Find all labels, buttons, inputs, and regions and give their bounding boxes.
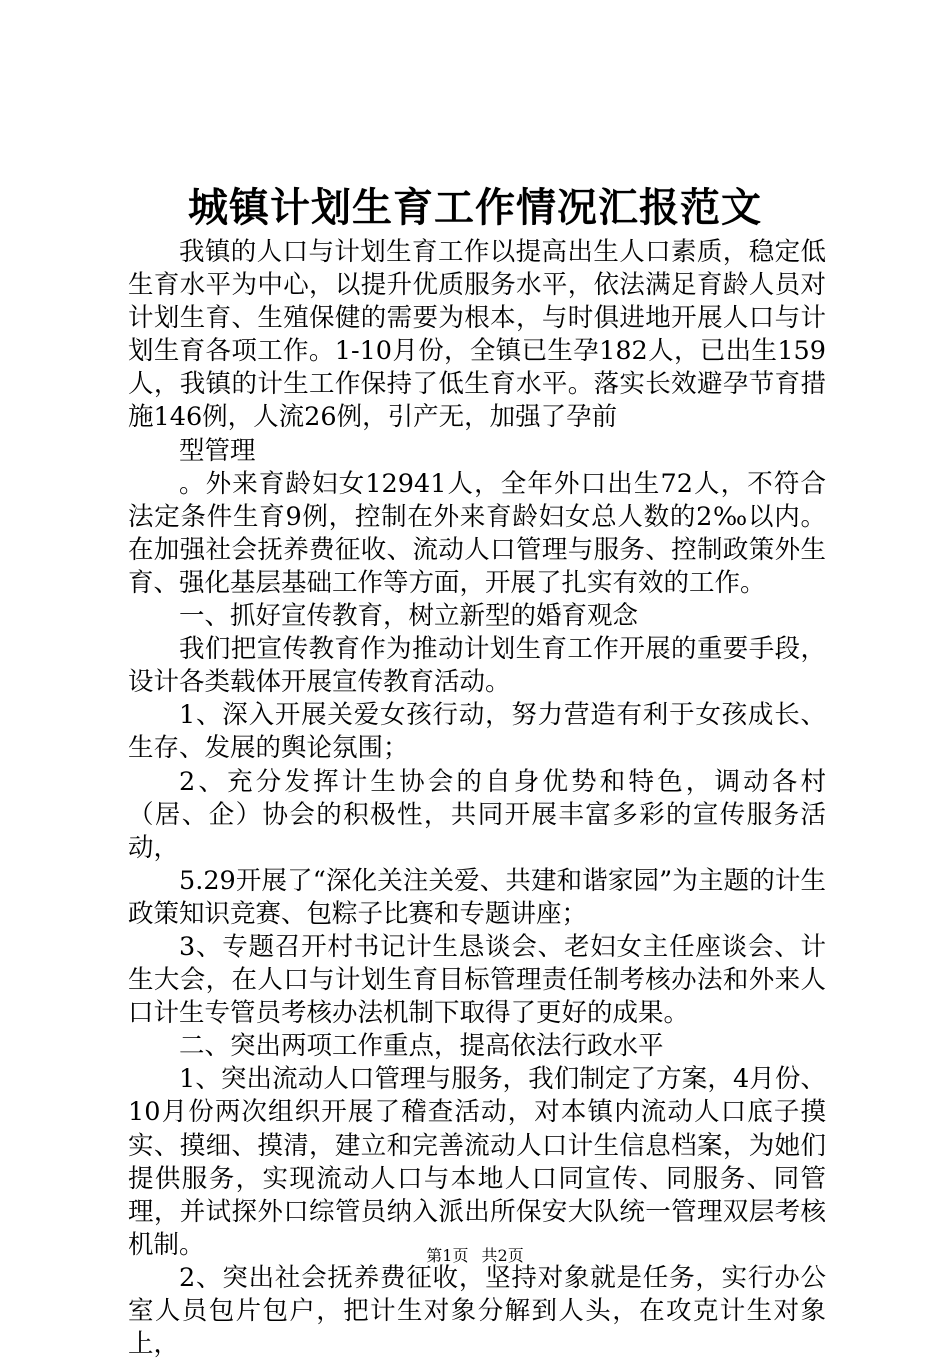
list-item-529: 5.29开展了“深化关注关爱、共建和谐家园”为主题的计生政策知识竞赛、包粽子比赛和专题讲座； [128, 865, 826, 929]
paragraph-publicity: 我们把宣传教育作为推动计划生育工作开展的重要手段，设计各类载体开展宣传教育活动。 [128, 634, 826, 698]
page-number: 第1页 [426, 1246, 469, 1265]
paragraph-intro: 我镇的人口与计划生育工作以提高出生人口素质，稳定低生育水平为中心，以提升优质服务水平，依法满足育龄人员对计划生育、生殖保健的需要为根本，与时俱进地开展人口与计划生育各项工作。1-10月份，全镇已生孕182人，已出生159人，我镇的计生工作保持了低生育水平。落实长效避孕节育措施146例，人流26例，引产无，加强了孕前 [128, 237, 826, 433]
section-heading-2: 二、突出两项工作重点，提高依法行政水平 [179, 1031, 664, 1062]
page-footer [0, 1245, 950, 1267]
section-heading-1: 一、抓好宣传教育，树立新型的婚育观念 [179, 601, 639, 632]
list-item-1: 1、深入开展关爱女孩行动，努力营造有利于女孩成长、生存、发展的舆论氛围； [128, 700, 826, 764]
list-item-2: 2、充分发挥计生协会的自身优势和特色，调动各村（居、企）协会的积极性，共同开展丰富多彩的宣传服务活动， [128, 766, 826, 863]
list-item-3: 3、专题召开村书记计生恳谈会、老妇女主任座谈会、计生大会，在人口与计划生育目标管理责任制考核办法和外来人口计生专管员考核办法机制下取得了更好的成果。 [128, 931, 826, 1029]
page-total: 共2页 [481, 1246, 524, 1265]
list-item-floating-population: 1、突出流动人口管理与服务，我们制定了方案，4月份、10月份两次组织开展了稽查活动，对本镇内流动人口底子摸实、摸细、摸清，建立和完善流动人口计生信息档案，为她们提供服务，实现流动人口与本地人口同宣传、同服务、同管理，并试探外口综管员纳入派出所保安大队统一管理双层考核机制。 [128, 1064, 826, 1260]
list-item-social-fee: 2、突出社会抚养费征收，坚持对象就是任务，实行办公室人员包片包户，把计生对象分解到人头，在攻克计生对象上， [128, 1262, 826, 1360]
document-body [128, 236, 826, 1361]
document-title: 城镇计划生育工作情况汇报范文 [188, 184, 762, 231]
paragraph-migrant-stats: 。外来育龄妇女12941人，全年外口出生72人，不符合法定条件生育9例，控制在外来育龄妇女总人数的2‰以内。在加强社会抚养费征收、流动人口管理与服务、控制政策外生育、强化基层基础工作等方面，开展了扎实有效的工作。 [128, 468, 826, 598]
paragraph-fragment: 型管理 [179, 435, 256, 466]
